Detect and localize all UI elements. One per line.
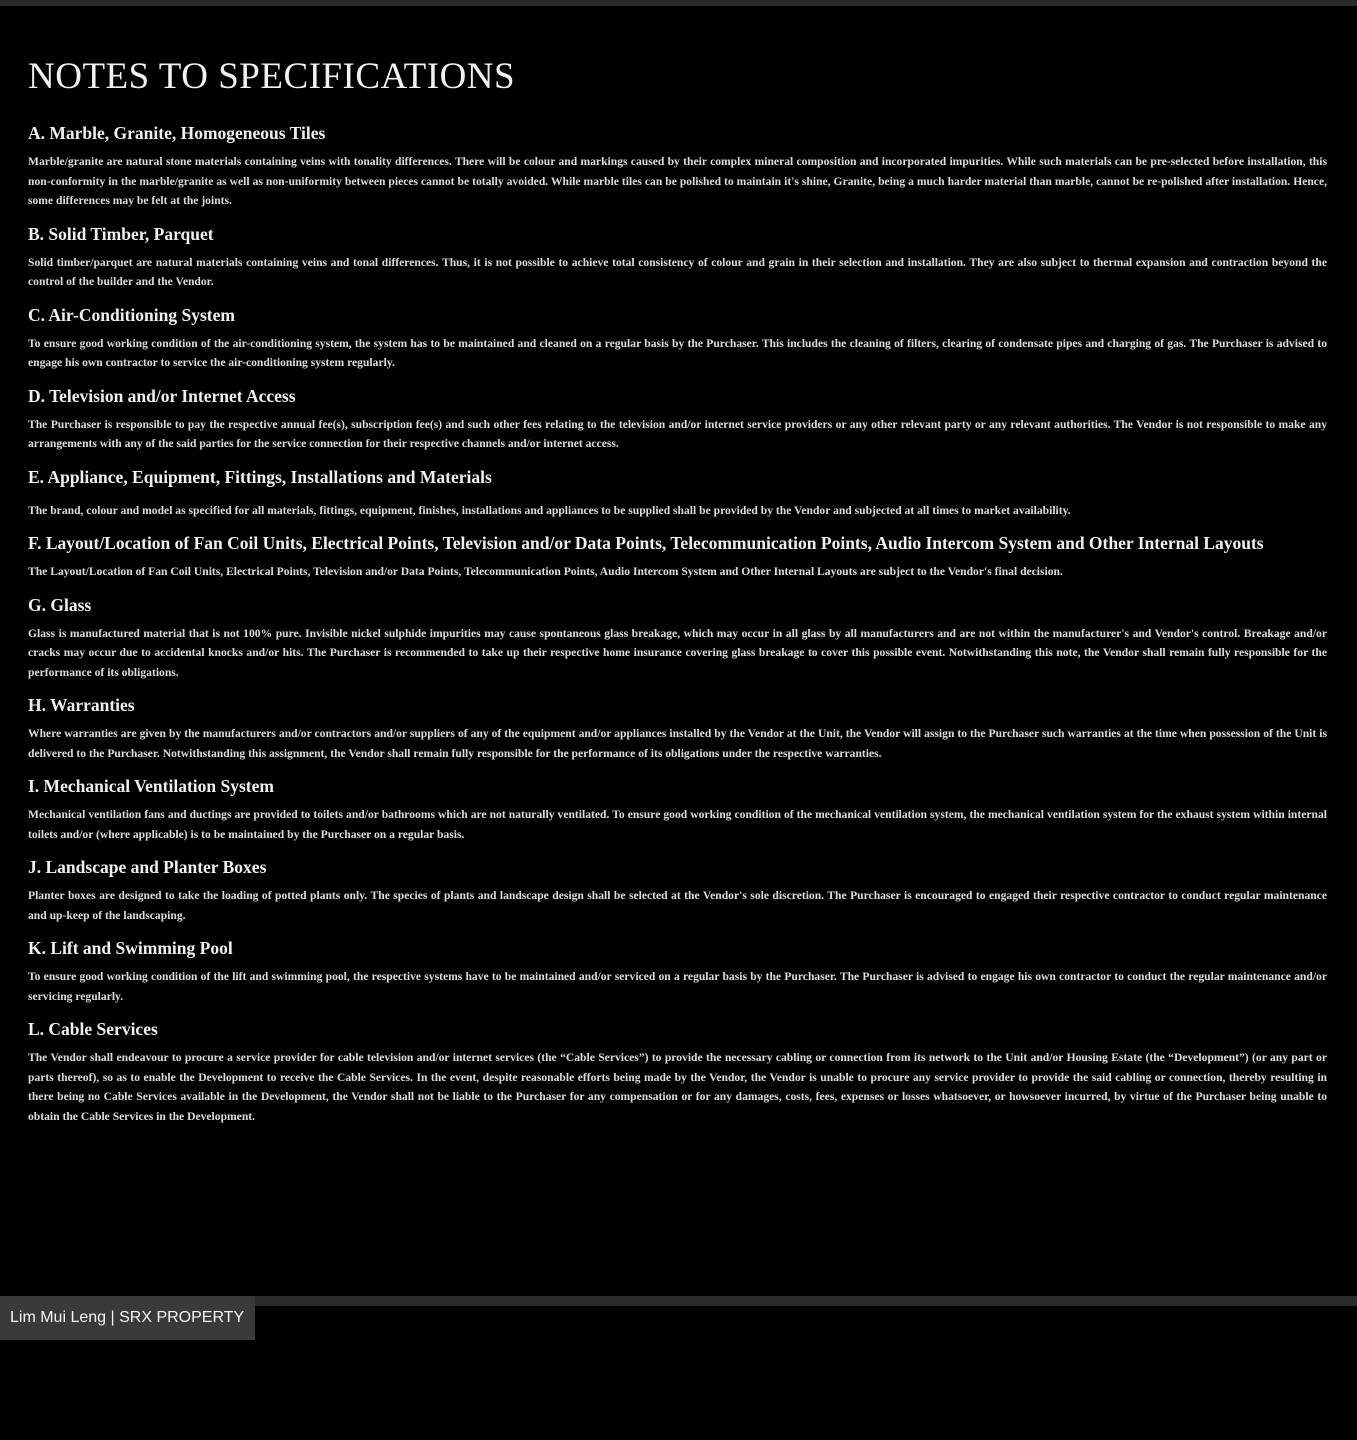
section-heading: J. Landscape and Planter Boxes [28, 857, 267, 877]
section-body: Mechanical ventilation fans and ductings are provided to toilets and/or bathrooms which are not naturally ventilated. To ensure good working condition of the mechanical ventilation system, the mechanical ventilation system for the exhaust system within internal toilets and/or (where applicable) is to be maintained by the Purchaser on a regular basis. [28, 808, 1327, 841]
section-body: Glass is manufactured material that is not 100% pure. Invisible nickel sulphide impurities may cause spontaneous glass breakage, which may occur in all glass by all manufacturers and are not within the manufacturer's and Vendor's control. Breakage and/or cracks may occur due to accidental knocks and/or hits. The Purchaser is recommended to take up their respective home insurance covering glass breakage to cover this possible event. Notwithstanding this note, the Vendor shall remain fully responsible for the performance of its obligations. [28, 626, 1327, 679]
section-cable-services [28, 1016, 1327, 1126]
photo-credit-label: Lim Mui Leng | SRX PROPERTY [0, 1296, 255, 1340]
section-body: Marble/granite are natural stone materials containing veins with tonality differences. There will be colour and markings caused by their complex mineral composition and incorporated impurities. While such materials can be pre-selected before installation, this non-conformity in the marble/granite as well as non-uniformity between pieces cannot be totally avoided. While marble tiles can be polished to maintain it's shine, Granite, being a much harder material than marble, cannot be re-polished after installation. Hence, some differences may be felt at the joints. [28, 155, 1327, 207]
section-body: The Layout/Location of Fan Coil Units, Electrical Points, Television and/or Data Points, Telecommunication Points, Audio Intercom System and Other Internal Layouts are subject to the Vendor's final decision. [28, 565, 1063, 578]
section-landscape-planter [28, 854, 1327, 925]
section-lift-pool [28, 935, 1327, 1006]
section-heading: I. Mechanical Ventilation System [28, 776, 274, 796]
section-layout-location [28, 530, 1327, 582]
section-heading: F. Layout/Location of Fan Coil Units, Electrical Points, Television and/or Data Points, Telecommunication Points, Audio Intercom System and Other Internal Layouts [28, 533, 1264, 553]
section-appliances [28, 464, 1327, 521]
section-heading: H. Warranties [28, 695, 135, 715]
section-heading: C. Air-Conditioning System [28, 304, 235, 325]
section-heading: E. Appliance, Equipment, Fittings, Installations and Materials [28, 466, 492, 487]
section-heading: B. Solid Timber, Parquet [28, 223, 214, 244]
section-air-conditioning [28, 302, 1327, 373]
section-heading: A. Marble, Granite, Homogeneous Tiles [28, 123, 326, 143]
section-body: The Vendor shall endeavour to procure a service provider for cable television and/or internet services (the “Cable Services”) to provide the necessary cabling or connection from its network to the Unit and/or Housing Estate (the “Development”) (or any part or parts thereof), so as to enable the Development to receive the Cable Services. In the event, despite reasonable efforts being made by the Vendor, the Vendor is unable to procure any service provider to provide the said cabling or connection, thereby resulting in there being no Cable Services available in the Development, the Vendor shall not be liable to the Purchaser for any compensation or for any damages, costs, fees, expenses or losses whatsoever, or howsoever incurred, by virtue of the Purchaser being unable to obtain the Cable Services in the Development. [28, 1051, 1327, 1123]
document-title: NOTES TO SPECIFICATIONS [28, 56, 516, 97]
section-warranties [28, 692, 1327, 763]
section-television-internet [28, 383, 1327, 454]
section-body: To ensure good working condition of the lift and swimming pool, the respective systems have to be maintained and/or serviced on a regular basis by the Purchaser. The Purchaser is advised to engage his own contractor to conduct the regular maintenance and/or servicing regularly. [28, 970, 1327, 1003]
section-heading: D. Television and/or Internet Access [28, 385, 296, 406]
section-body: To ensure good working condition of the air-conditioning system, the system has to be maintained and cleaned on a regular basis by the Purchaser. This includes the cleaning of filters, clearing of condensate pipes and charging of gas. The Purchaser is advised to engage his own contractor to service the air-conditioning system regularly. [28, 336, 1327, 369]
section-mechanical-ventilation [28, 773, 1327, 844]
specifications-document [0, 6, 1357, 1296]
section-body: The brand, colour and model as specified for all materials, fittings, equipment, finishes, installations and appliances to be supplied shall be provided by the Vendor and subjected at all times to market availability. [28, 503, 1071, 517]
section-body: The Purchaser is responsible to pay the respective annual fee(s), subscription fee(s) and such other fees relating to the television and/or internet service providers or any other relevant party or any relevant authorities. The Vendor is not responsible to make any arrangements with any of the said parties for the service connection for their respective channels and/or internet access. [28, 417, 1327, 450]
section-body: Planter boxes are designed to take the loading of potted plants only. The species of plants and landscape design shall be selected at the Vendor's sole discretion. The Purchaser is encouraged to engaged their respective contractor to conduct regular maintenance and up-keep of the landscaping. [28, 889, 1327, 922]
section-body: Where warranties are given by the manufacturers and/or contractors and/or suppliers of any of the equipment and/or appliances installed by the Vendor at the Unit, the Vendor will assign to the Purchaser such warranties at the time when possession of the Unit is delivered to the Purchaser. Notwithstanding this assignment, the Vendor shall remain fully responsible for the performance of its obligations under the respective warranties. [28, 727, 1327, 760]
section-glass [28, 592, 1327, 683]
section-heading: K. Lift and Swimming Pool [28, 938, 233, 958]
section-body: Solid timber/parquet are natural materials containing veins and tonal differences. Thus, it is not possible to achieve total consistency of colour and grain in their selection and installation. They are also subject to thermal expansion and contraction beyond the control of the builder and the Vendor. [28, 255, 1327, 288]
section-marble-granite [28, 120, 1327, 211]
section-heading: L. Cable Services [28, 1019, 158, 1039]
section-solid-timber [28, 221, 1327, 292]
section-heading: G. Glass [28, 594, 92, 615]
